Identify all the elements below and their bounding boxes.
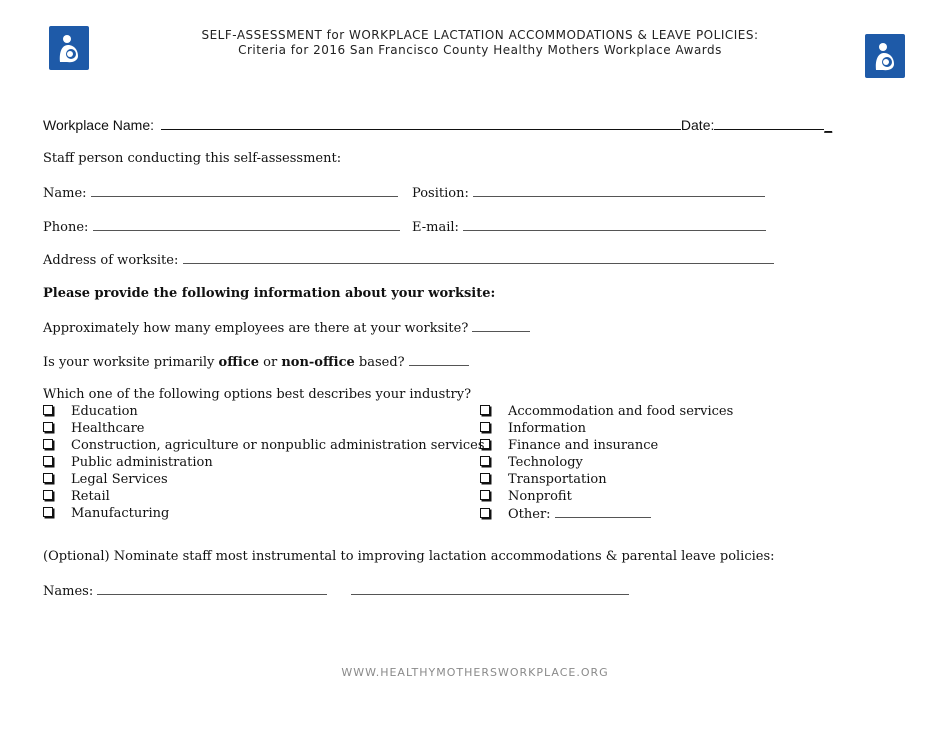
office-row (43, 353, 469, 371)
other-industry-field[interactable] (555, 505, 651, 518)
industry-label: Accommodation and food services (508, 404, 734, 419)
address-label: Address of worksite: (43, 253, 179, 268)
industry-option[interactable] (43, 488, 485, 505)
industry-label: Public administration (71, 455, 213, 470)
address-row (43, 251, 774, 269)
checkbox[interactable] (480, 508, 490, 518)
name-field[interactable] (91, 184, 398, 197)
nonoffice-word: non-office (281, 355, 355, 370)
industry-option[interactable] (480, 420, 733, 437)
header-subtitle: Criteria for 2016 San Francisco County Healthy Mothers Workplace Awards (238, 43, 722, 57)
industry-option[interactable] (43, 403, 485, 420)
email-field[interactable] (463, 218, 766, 231)
industry-option-other[interactable] (480, 505, 733, 522)
industry-option[interactable] (43, 437, 485, 454)
phone-field[interactable] (93, 218, 400, 231)
industry-label: Construction, agriculture or nonpublic administration services (71, 438, 485, 453)
industry-label: Nonprofit (508, 489, 572, 504)
industry-option[interactable] (43, 505, 485, 522)
checkbox[interactable] (43, 473, 53, 483)
industry-option[interactable] (480, 437, 733, 454)
names-field-1[interactable] (97, 582, 327, 595)
phone-row (43, 218, 400, 236)
checkbox[interactable] (43, 456, 53, 466)
staff-intro: Staff person conducting this self-assessment: (43, 151, 342, 166)
industry-option[interactable] (480, 454, 733, 471)
industry-option[interactable] (480, 403, 733, 420)
position-field[interactable] (473, 184, 765, 197)
date-label: Date: (680, 117, 715, 133)
industry-list-left (43, 403, 485, 522)
footer-url[interactable]: WWW.HEALTHYMOTHERSWORKPLACE.ORG (341, 666, 609, 679)
industry-label: Manufacturing (71, 506, 170, 521)
names-row (43, 582, 629, 600)
office-question-post: based? (354, 355, 405, 370)
checkbox[interactable] (43, 507, 53, 517)
industry-question: Which one of the following options best describes your industry? (43, 387, 472, 402)
workplace-label: Workplace Name: (43, 117, 155, 133)
nominate-question: (Optional) Nominate staff most instrumental to improving lactation accommodations & parental leave policies: (43, 549, 775, 564)
mother-child-icon (54, 32, 84, 64)
industry-label: Healthcare (71, 421, 145, 436)
position-label: Position: (412, 186, 469, 201)
breastfeeding-logo-right (865, 34, 905, 78)
office-word: office (218, 355, 260, 370)
checkbox[interactable] (43, 490, 53, 500)
name-label: Name: (43, 186, 87, 201)
industry-option[interactable] (43, 471, 485, 488)
employees-row (43, 319, 530, 337)
checkbox[interactable] (480, 422, 490, 432)
industry-list-right (480, 403, 733, 522)
industry-label: Education (71, 404, 138, 419)
checkbox[interactable] (43, 422, 53, 432)
industry-label: Finance and insurance (508, 438, 659, 453)
position-row (412, 184, 765, 202)
industry-label: Legal Services (71, 472, 168, 487)
industry-label: Information (508, 421, 587, 436)
office-field[interactable] (409, 353, 469, 366)
names-field-2[interactable] (351, 582, 629, 595)
industry-label: Other: (508, 507, 551, 522)
date-trail: _ (824, 117, 833, 133)
checkbox[interactable] (480, 473, 490, 483)
industry-label: Retail (71, 489, 110, 504)
checkbox[interactable] (480, 456, 490, 466)
office-question-mid: or (259, 355, 282, 370)
checkbox[interactable] (43, 405, 53, 415)
mother-child-icon (870, 40, 900, 72)
industry-option[interactable] (43, 420, 485, 437)
section-heading: Please provide the following information about your worksite: (43, 286, 496, 301)
employees-field[interactable] (472, 319, 530, 332)
address-field[interactable] (183, 251, 774, 264)
industry-option[interactable] (480, 471, 733, 488)
email-label: E-mail: (412, 220, 459, 235)
workplace-row (43, 116, 832, 134)
email-row (412, 218, 766, 236)
breastfeeding-logo-left (49, 26, 89, 70)
workplace-name-field[interactable] (161, 116, 681, 130)
checkbox[interactable] (480, 405, 490, 415)
names-label: Names: (43, 584, 94, 599)
checkbox[interactable] (480, 490, 490, 500)
name-row (43, 184, 398, 202)
industry-option[interactable] (480, 488, 733, 505)
industry-option[interactable] (43, 454, 485, 471)
checkbox[interactable] (480, 439, 490, 449)
checkbox[interactable] (43, 439, 53, 449)
header-title: SELF-ASSESSMENT for WORKPLACE LACTATION ACCOMMODATIONS & LEAVE POLICIES: (201, 28, 759, 42)
industry-label: Transportation (508, 472, 607, 487)
office-question-pre: Is your worksite primarily (43, 355, 219, 370)
phone-label: Phone: (43, 220, 89, 235)
date-field[interactable] (714, 116, 824, 130)
employees-question: Approximately how many employees are there at your worksite? (43, 321, 469, 336)
industry-label: Technology (508, 455, 583, 470)
